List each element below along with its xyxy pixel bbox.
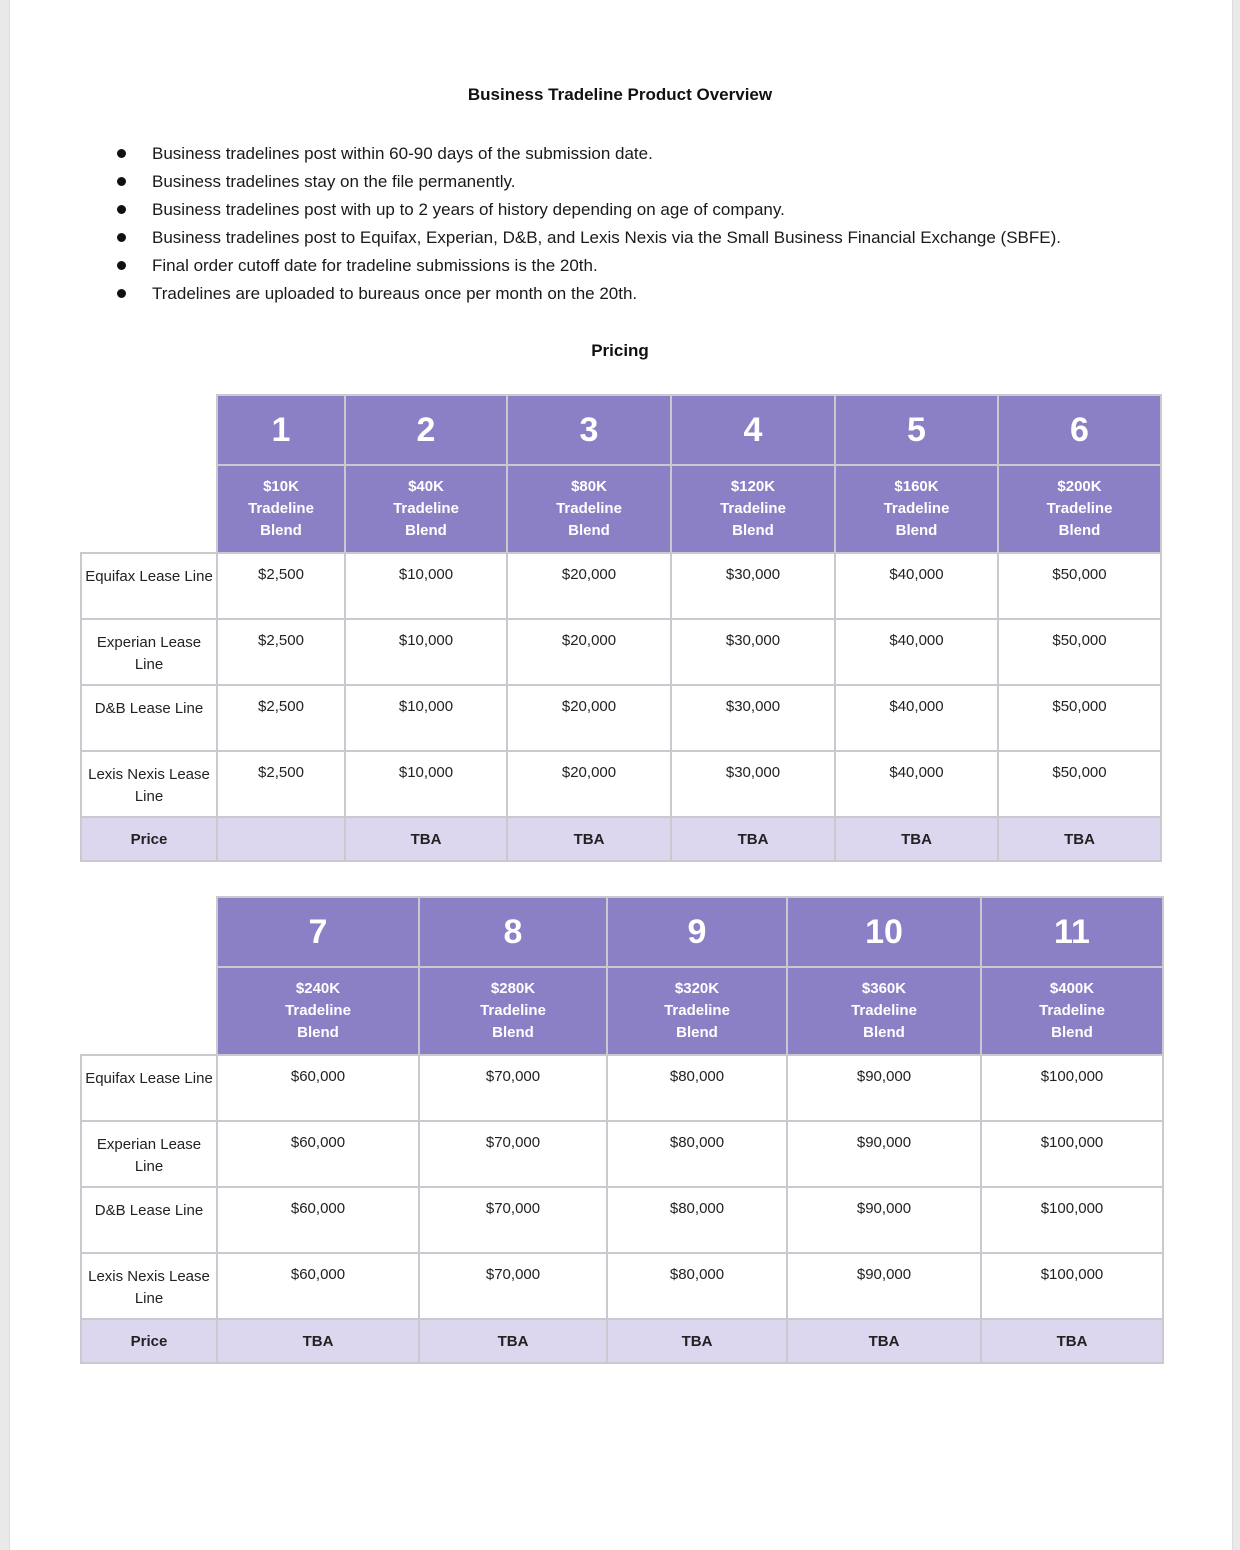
value-cell: $50,000: [998, 619, 1161, 685]
tier-amount: $40K: [408, 478, 444, 495]
table-row: [81, 553, 1161, 619]
value-cell: $30,000: [671, 619, 835, 685]
row-label: Equifax Lease Line: [81, 1055, 217, 1121]
row-label: D&B Lease Line: [81, 1187, 217, 1253]
value-cell: $40,000: [835, 751, 998, 817]
value-cell: $60,000: [217, 1121, 419, 1187]
tier-number: 4: [671, 395, 835, 465]
bullet-dot: [117, 289, 126, 298]
row-label: Equifax Lease Line: [81, 553, 217, 619]
value-cell: $20,000: [507, 685, 671, 751]
tier-line3: Blend: [492, 1024, 534, 1041]
value-cell: $70,000: [419, 1121, 607, 1187]
value-cell: $90,000: [787, 1121, 981, 1187]
bullet-dot: [117, 233, 126, 242]
price-label: Price: [81, 1319, 217, 1363]
tier-line2: Tradeline: [393, 500, 459, 517]
value-cell: $2,500: [217, 619, 345, 685]
tier-line2: Tradeline: [1046, 500, 1113, 517]
tier-name: [607, 967, 787, 1055]
price-cell: TBA: [217, 1319, 419, 1363]
price-cell: [217, 817, 345, 861]
value-cell: $20,000: [507, 619, 671, 685]
tier-line2: Tradeline: [883, 500, 950, 517]
value-cell: $90,000: [787, 1253, 981, 1319]
value-cell: $90,000: [787, 1055, 981, 1121]
row-label: D&B Lease Line: [81, 685, 217, 751]
tier-line2: Tradeline: [285, 1002, 351, 1019]
bullet-dot: [117, 205, 126, 214]
page-edge-left: [0, 0, 10, 1550]
price-cell: TBA: [607, 1319, 787, 1363]
value-cell: $10,000: [345, 553, 507, 619]
bullet-item: Business tradelines stay on the file permanently.: [112, 168, 1061, 196]
tier-amount: $200K: [1057, 478, 1102, 495]
empty-corner: [81, 395, 217, 465]
tier-line2: Tradeline: [664, 1002, 730, 1019]
tier-number: 11: [981, 897, 1163, 967]
price-cell: TBA: [507, 817, 671, 861]
empty-corner: [81, 967, 217, 1055]
value-cell: $10,000: [345, 751, 507, 817]
value-cell: $2,500: [217, 553, 345, 619]
tier-line3: Blend: [1051, 1024, 1093, 1041]
value-cell: $60,000: [217, 1253, 419, 1319]
value-cell: $50,000: [998, 751, 1161, 817]
pricing-table-1: [80, 394, 1162, 862]
value-cell: $70,000: [419, 1055, 607, 1121]
value-cell: $20,000: [507, 751, 671, 817]
value-cell: $40,000: [835, 553, 998, 619]
tier-number: 10: [787, 897, 981, 967]
price-cell: TBA: [671, 817, 835, 861]
tier-line3: Blend: [895, 522, 938, 539]
header-number-row: [81, 395, 1161, 465]
row-label: Lexis Nexis Lease Line: [81, 1253, 217, 1319]
value-cell: $40,000: [835, 685, 998, 751]
value-cell: $30,000: [671, 553, 835, 619]
bullet-list: [112, 140, 1061, 308]
value-cell: $2,500: [217, 685, 345, 751]
value-cell: $80,000: [607, 1187, 787, 1253]
tier-line3: Blend: [676, 1024, 718, 1041]
price-cell: TBA: [998, 817, 1161, 861]
tier-amount: $400K: [1049, 980, 1095, 997]
tier-line3: Blend: [405, 522, 447, 539]
table-row: [81, 1121, 1163, 1187]
empty-corner: [81, 897, 217, 967]
document-title: Business Tradeline Product Overview: [467, 85, 773, 104]
tier-line2: Tradeline: [851, 1002, 917, 1019]
price-cell: TBA: [345, 817, 507, 861]
tier-amount: $80K: [571, 478, 607, 495]
value-cell: $80,000: [607, 1055, 787, 1121]
tier-amount: $240K: [295, 980, 341, 997]
value-cell: $100,000: [981, 1055, 1163, 1121]
price-row: [81, 1319, 1163, 1363]
tier-name: [835, 465, 998, 553]
tier-number: 2: [345, 395, 507, 465]
tier-line2: Tradeline: [480, 1002, 546, 1019]
row-label: Lexis Nexis Lease Line: [81, 751, 217, 817]
row-label: Experian Lease Line: [81, 1121, 217, 1187]
tier-name: [787, 967, 981, 1055]
tier-amount: $360K: [861, 980, 907, 997]
value-cell: $100,000: [981, 1121, 1163, 1187]
tier-name: [998, 465, 1161, 553]
bullet-item: Final order cutoff date for tradeline submissions is the 20th.: [112, 252, 1061, 280]
empty-corner: [81, 465, 217, 553]
tier-name: [507, 465, 671, 553]
tier-amount: $160K: [894, 478, 939, 495]
bullet-item: Business tradelines post to Equifax, Experian, D&B, and Lexis Nexis via the Small Business Financial Exchange (SBFE).: [112, 224, 1061, 252]
value-cell: $70,000: [419, 1253, 607, 1319]
bullet-dot: [117, 261, 126, 270]
header-name-row: [81, 465, 1161, 553]
tier-name: [345, 465, 507, 553]
value-cell: $40,000: [835, 619, 998, 685]
tier-number: 6: [998, 395, 1161, 465]
price-label: Price: [81, 817, 217, 861]
pricing-table-2: [80, 896, 1164, 1364]
table-row: [81, 751, 1161, 817]
tier-number: 5: [835, 395, 998, 465]
tier-name: [217, 465, 345, 553]
tier-name: [217, 967, 419, 1055]
value-cell: $60,000: [217, 1187, 419, 1253]
tier-line3: Blend: [732, 522, 774, 539]
value-cell: $80,000: [607, 1253, 787, 1319]
value-cell: $50,000: [998, 685, 1161, 751]
price-cell: TBA: [419, 1319, 607, 1363]
header-name-row: [81, 967, 1163, 1055]
bullet-dot: [117, 177, 126, 186]
tier-amount: $280K: [490, 980, 536, 997]
price-row: [81, 817, 1161, 861]
value-cell: $100,000: [981, 1253, 1163, 1319]
tier-number: 7: [217, 897, 419, 967]
tier-amount: $320K: [674, 980, 720, 997]
header-number-row: [81, 897, 1163, 967]
table-row: [81, 1187, 1163, 1253]
value-cell: $60,000: [217, 1055, 419, 1121]
table-row: [81, 1055, 1163, 1121]
value-cell: $70,000: [419, 1187, 607, 1253]
tier-line3: Blend: [863, 1024, 905, 1041]
price-cell: TBA: [787, 1319, 981, 1363]
value-cell: $10,000: [345, 685, 507, 751]
tier-line3: Blend: [568, 522, 610, 539]
table-row: [81, 1253, 1163, 1319]
tier-line3: Blend: [260, 522, 302, 539]
tier-line2: Tradeline: [720, 500, 786, 517]
value-cell: $80,000: [607, 1121, 787, 1187]
tier-number: 9: [607, 897, 787, 967]
pricing-heading: Pricing: [591, 341, 649, 360]
row-label: Experian Lease Line: [81, 619, 217, 685]
price-cell: TBA: [981, 1319, 1163, 1363]
bullet-dot: [117, 149, 126, 158]
value-cell: $10,000: [345, 619, 507, 685]
tier-amount: $120K: [730, 478, 776, 495]
tier-name: [419, 967, 607, 1055]
tier-line2: Tradeline: [556, 500, 622, 517]
bullet-item: Business tradelines post with up to 2 years of history depending on age of company.: [112, 196, 1061, 224]
table-row: [81, 685, 1161, 751]
tier-line3: Blend: [1058, 522, 1101, 539]
table-row: [81, 619, 1161, 685]
value-cell: $30,000: [671, 685, 835, 751]
value-cell: $100,000: [981, 1187, 1163, 1253]
tier-line3: Blend: [297, 1024, 339, 1041]
value-cell: $50,000: [998, 553, 1161, 619]
value-cell: $30,000: [671, 751, 835, 817]
tier-line2: Tradeline: [1039, 1002, 1105, 1019]
value-cell: $20,000: [507, 553, 671, 619]
price-cell: TBA: [835, 817, 998, 861]
tier-number: 1: [217, 395, 345, 465]
value-cell: $2,500: [217, 751, 345, 817]
page-edge-right: [1232, 0, 1240, 1550]
tier-name: [981, 967, 1163, 1055]
bullet-item: Business tradelines post within 60-90 days of the submission date.: [112, 140, 1061, 168]
tier-number: 3: [507, 395, 671, 465]
tier-line2: Tradeline: [248, 500, 314, 517]
bullet-item: Tradelines are uploaded to bureaus once per month on the 20th.: [112, 280, 1061, 308]
tier-name: [671, 465, 835, 553]
tier-amount: $10K: [263, 478, 299, 495]
tier-number: 8: [419, 897, 607, 967]
value-cell: $90,000: [787, 1187, 981, 1253]
